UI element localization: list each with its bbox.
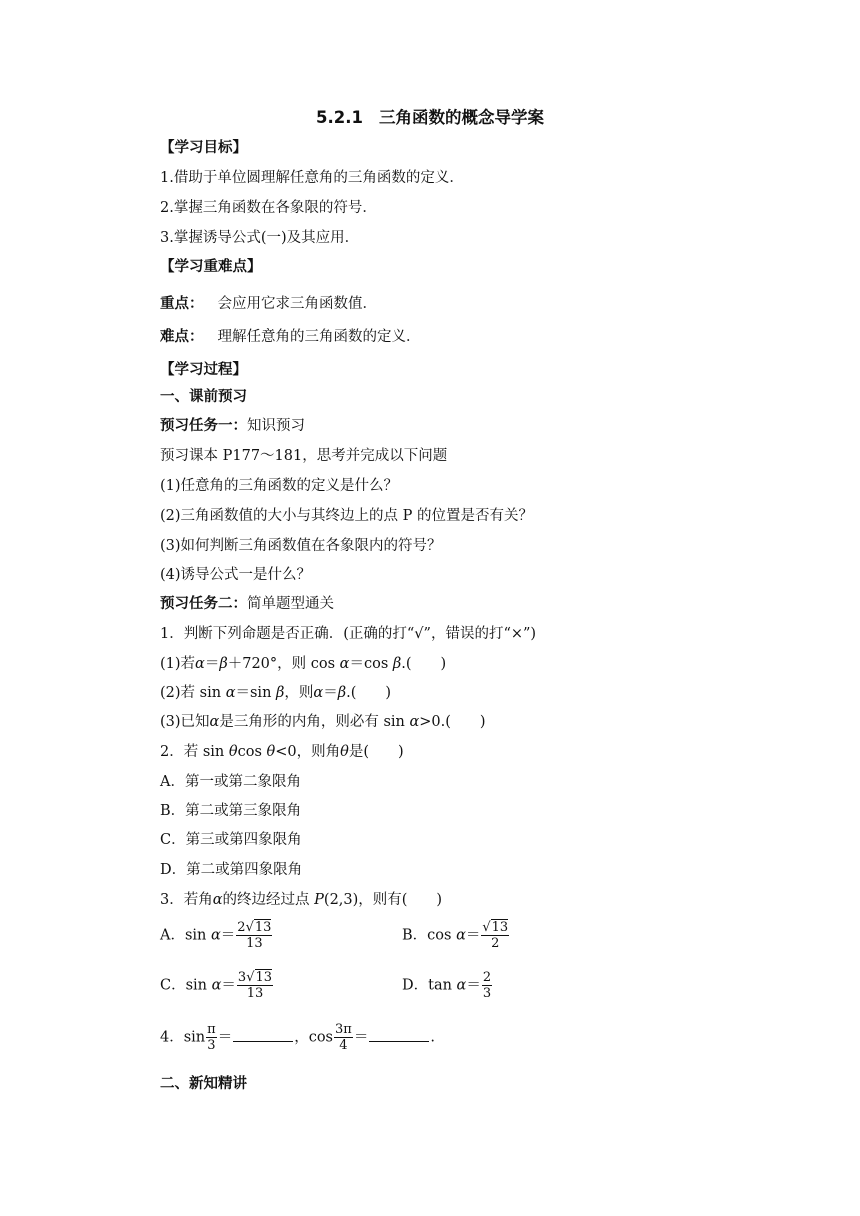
text: (2)若 sin (160, 685, 226, 701)
var: β (276, 685, 285, 701)
text: ＝ (353, 1029, 369, 1046)
denominator: 2 (491, 936, 500, 951)
text: (2,3)，则有( ) (323, 892, 443, 908)
process-heading: 【学习过程】 (160, 362, 247, 378)
text: 2．若 sin (160, 744, 229, 760)
text: ＝ (220, 927, 236, 944)
title-text: 三角函数的概念导学案 (378, 108, 544, 127)
var: α (209, 714, 220, 730)
question-3 (160, 890, 442, 910)
text: B．cos (402, 927, 457, 944)
option: C．第三或第四象限角 (160, 832, 302, 848)
answer-blank[interactable] (233, 1029, 293, 1042)
text: cos (237, 744, 267, 760)
option-b (402, 920, 510, 951)
radicand: 13 (254, 920, 272, 935)
var: P (314, 892, 324, 908)
preview-question: (4)诱导公式一是什么？ (160, 567, 312, 583)
denominator: 13 (246, 986, 264, 1001)
var: β (337, 685, 347, 701)
denominator: 3 (207, 1038, 216, 1053)
document-title (0, 104, 860, 128)
text: ＋720°，则 cos (227, 656, 340, 672)
question-2 (160, 742, 404, 762)
option-a (160, 920, 273, 951)
text: .( ) (346, 685, 392, 701)
difficulty-line (160, 327, 421, 347)
var: θ (340, 744, 349, 760)
text: ＝ (323, 685, 338, 701)
numerator: π (207, 1022, 216, 1037)
option-c (160, 970, 274, 1001)
text: ＝ (221, 977, 236, 994)
text: 的终边经过点 (222, 892, 315, 908)
option: D．第二或第四象限角 (160, 862, 303, 878)
var: α (211, 927, 221, 944)
section-number: 5.2.1 (316, 108, 363, 127)
task2-line (160, 594, 334, 614)
denominator: 3 (482, 986, 492, 1001)
denominator: 13 (246, 936, 263, 951)
task1-intro: 预习课本 P177～181，思考并完成以下问题 (160, 448, 448, 464)
var: α (195, 656, 205, 672)
objective-item: 3.掌握诱导公式(一)及其应用． (160, 230, 360, 246)
option: A．第一或第二象限角 (160, 774, 301, 790)
text: ＝sin (235, 685, 277, 701)
text: ＝ (465, 927, 481, 944)
var: θ (266, 744, 276, 760)
radicand: 13 (255, 970, 273, 985)
option-d (402, 970, 493, 1001)
text: ＝ (466, 977, 481, 994)
task2-label: 预习任务二： (160, 596, 247, 612)
coef: 2 (237, 920, 246, 935)
objective-item: 2.掌握三角函数在各象限的符号． (160, 200, 377, 216)
text: 3．若角 (160, 892, 213, 908)
task1-label: 预习任务一： (160, 418, 247, 434)
question-1-3 (160, 712, 486, 732)
var: β (392, 656, 402, 672)
focus-line (160, 294, 377, 314)
text: C．sin (160, 977, 212, 994)
var: α (456, 927, 466, 944)
objective-item: 1.借助于单位圆理解任意角的三角函数的定义． (160, 170, 464, 186)
var: α (225, 685, 236, 701)
task1-line (160, 416, 305, 436)
coef: 3 (237, 970, 247, 985)
var: α (456, 977, 467, 994)
section-heading: 一、课前预习 (160, 389, 247, 405)
var: α (313, 685, 324, 701)
task2-text: 简单题型通关 (247, 596, 334, 612)
focus-label: 重点： (160, 296, 204, 312)
text: (1)若 (160, 656, 196, 672)
text: D．tan (402, 977, 457, 994)
section-heading: 二、新知精讲 (160, 1076, 247, 1092)
option: B．第二或第三象限角 (160, 803, 302, 819)
text: . (430, 1029, 435, 1046)
text: (3)已知 (160, 714, 210, 730)
text: <0，则角 (275, 744, 341, 760)
var: α (339, 656, 350, 672)
numerator: 2 (482, 970, 492, 985)
fraction (482, 970, 492, 1001)
difficulty-label: 难点： (160, 329, 204, 345)
text: ，则 (284, 685, 314, 701)
preview-question: (2)三角函数值的大小与其终边上的点 P 的位置是否有关？ (160, 508, 534, 524)
var: β (219, 656, 228, 672)
answer-blank[interactable] (369, 1029, 429, 1042)
fraction: $\frac{√13}{2}$ (482, 920, 509, 951)
question-1-stem: 1．判断下列命题是否正确．(正确的打“√”，错误的打“×”) (160, 626, 537, 642)
var: α (212, 892, 223, 908)
question-1-1 (160, 654, 446, 674)
focus-text: 会应用它求三角函数值． (217, 296, 377, 312)
text: 是( ) (348, 744, 404, 760)
text: A．sin (160, 927, 211, 944)
text: >0.( ) (419, 714, 486, 730)
task1-text: 知识预习 (247, 418, 305, 434)
preview-question: (3)如何判断三角函数值在各象限内的符号？ (160, 538, 442, 554)
text: ，cos (294, 1029, 333, 1046)
fraction: $\frac{3√13}{13}$ (237, 970, 273, 1001)
var: θ (228, 744, 238, 760)
radicand: 13 (491, 920, 509, 935)
fraction: $\frac{2√13}{13}$ (237, 920, 272, 951)
fraction (206, 1022, 217, 1053)
key-points-heading: 【学习重难点】 (160, 259, 262, 275)
text: 是三角形的内角，则必有 sin (219, 714, 410, 730)
question-4 (160, 1022, 435, 1053)
numerator: 3π (335, 1022, 352, 1037)
denominator: 4 (339, 1038, 348, 1053)
text: ＝ (217, 1029, 233, 1046)
text: .( ) (401, 656, 447, 672)
var: α (409, 714, 420, 730)
question-1-2 (160, 683, 391, 703)
text: ＝ (204, 656, 220, 672)
difficulty-text: 理解任意角的三角函数的定义． (217, 329, 421, 345)
preview-question: (1)任意角的三角函数的定义是什么？ (160, 478, 399, 494)
fraction (334, 1022, 353, 1053)
objectives-heading: 【学习目标】 (160, 140, 247, 156)
var: α (211, 977, 222, 994)
text: ＝cos (349, 656, 393, 672)
text: 4．sin (160, 1029, 206, 1046)
